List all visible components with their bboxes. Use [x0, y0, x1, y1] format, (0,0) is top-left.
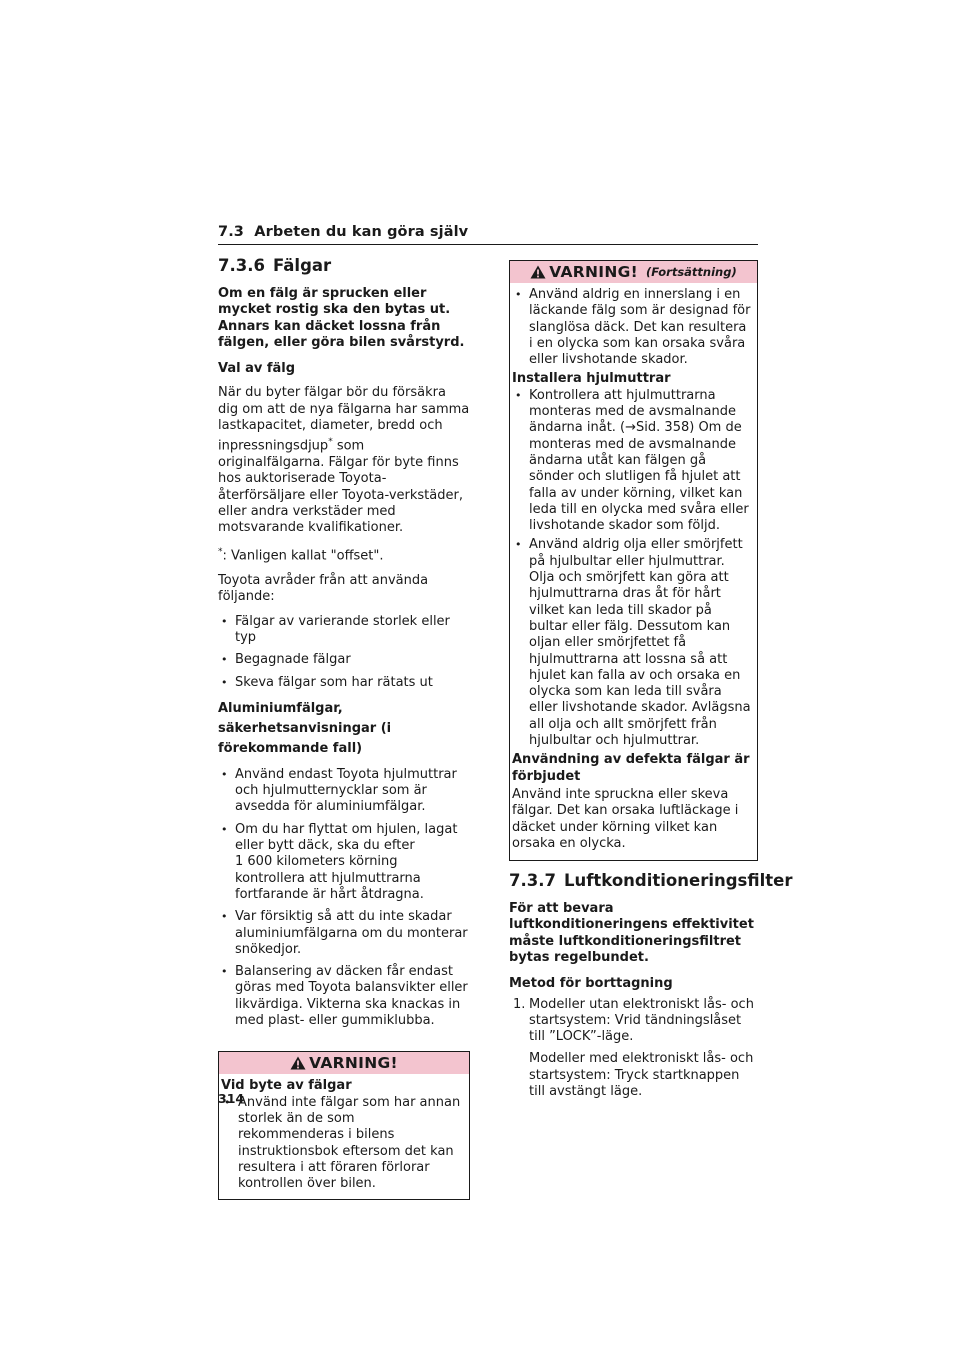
- install-list: [512, 388, 751, 750]
- page-ref-arrow: →: [625, 420, 637, 436]
- left-column: [218, 256, 470, 1200]
- defect-text: Använd inte spruckna eller skeva fälgar. Det kan orsaka luftläckage i däcket under körning vilket kan orsaka en olycka.: [512, 786, 739, 851]
- running-header: [218, 224, 758, 240]
- footnote-star: *: [218, 547, 223, 558]
- warning-continued-label: (Fortsättning): [646, 264, 737, 279]
- step-text-2: Modeller med elektroniskt lås- och startsystem: Tryck startknappen till avstängt läge.: [529, 1051, 754, 1100]
- val-heading: Val av fälg: [218, 361, 296, 377]
- section-title-falgar: [218, 256, 470, 276]
- step-text: Modeller utan elektroniskt lås- och startsystem: Vrid tändningslåset till ”LOCK”-läge.: [529, 996, 754, 1045]
- warning-body: [219, 1074, 469, 1199]
- warning-header: [219, 1052, 469, 1074]
- list-item: • Skeva fälgar som har rätats ut: [218, 675, 470, 691]
- warning-triangle-icon: [530, 265, 546, 279]
- install-heading: Installera hjulmuttrar: [512, 371, 671, 387]
- step-item: [509, 997, 758, 1101]
- section-name: Fälgar: [272, 256, 332, 275]
- install-item-1a: Kontrollera att hjulmuttrarna monteras med de avsmalnande ändarna inåt. (: [529, 387, 736, 436]
- warning-list: [221, 1095, 463, 1193]
- warning-label: VARNING!: [309, 1054, 398, 1073]
- list-item: • Använd inte fälgar som har annan storlek än de som rekommenderas i bilens instruktionsbok eftersom det kan resultera i att föraren förlorar kontrollen över bilen.: [221, 1095, 463, 1193]
- step-number: 1.: [513, 996, 526, 1012]
- warning-box: [218, 1051, 470, 1200]
- defect-heading: Användning av defekta fälgar är förbjudet: [512, 752, 750, 784]
- list-item: • Begagnade fälgar: [218, 652, 470, 668]
- list-item: • Balansering av däcken får endast göras med Toyota balansvikter eller likvärdiga. Vikterna ska knackas in med plast- eller gummiklubba.: [218, 964, 470, 1029]
- list-item: • Använd endast Toyota hjulmuttrar och hjulmutternycklar som är avsedda för aluminiumfälgar.: [218, 767, 470, 816]
- intro-text: Om en fälg är sprucken eller mycket rostig ska den bytas ut. Annars kan däcket lossna från fälgen, eller göra bilen svårstyrd.: [218, 286, 465, 350]
- method-heading: Metod för borttagning: [509, 976, 673, 992]
- list-item: • Använd aldrig olja eller smörjfett på hjulbultar eller hjulmuttrar. Olja och smörjfett kan göra att hjulmuttrarna dras åt för hårt vilket kan leda till skador på bultar eller fälg. Dessutom kan oljan eller smörjfettet få hjulmuttrarna att lossna så att hjulet kan falla av och orsaka en olycka som kan leda till svåra eller livshotande skador. Avlägsna all olja och allt smörjfett från hjulbultar och hjulmuttrar.: [512, 537, 751, 749]
- page-number: 314: [218, 1091, 245, 1106]
- avoid-list: [218, 614, 470, 691]
- warning-heading: Vid byte av fälgar: [221, 1078, 352, 1094]
- warning-box-continued: [509, 260, 758, 861]
- footnote: [218, 544, 470, 565]
- list-item: [512, 388, 751, 535]
- footnote-marker: *: [328, 437, 333, 448]
- warning-triangle-icon: [290, 1056, 306, 1070]
- warning-list: [512, 287, 751, 368]
- val-text-b: som originalfälgarna. Fälgar för byte finns hos auktoriserade Toyota-återförsäljare eller Toyota-verkstäder, eller andra verkstäder med motsvarande kvalifikationer.: [218, 438, 463, 536]
- val-text-a: När du byter fälgar bör du försäkra dig om att de nya fälgarna har samma lastkapacitet, diameter, bredd och inpressningsdjup: [218, 385, 470, 454]
- warning-header: [510, 261, 757, 283]
- right-column: [509, 260, 793, 1100]
- list-item: • Om du har flyttat om hjulen, lagat eller bytt däck, ska du efter 1 600 kilometers körning kontrollera att hjulmuttrarna fortfarande är hårt åtdragna.: [218, 822, 470, 903]
- section-title-luftkonditioneringsfilter: [509, 871, 793, 891]
- avoid-text: Toyota avråder från att använda följande:: [218, 573, 429, 605]
- section-number: 7.3.7: [509, 871, 556, 891]
- intro-text: För att bevara luftkonditioneringens effektivitet måste luftkonditioneringsfiltret bytas regelbundet.: [509, 901, 754, 965]
- method-steps: [509, 997, 758, 1101]
- footnote-text: : Vanligen kallat "offset".: [222, 548, 384, 564]
- install-item-1b: Sid. 358) Om de monteras med de avsmalnande ändarna utåt kan fälgen gå sönder och slutligen få hjulet att falla av under körning, vilket kan leda till en olycka med svåra eller livshotande skador som följd.: [529, 420, 749, 534]
- warning-label: VARNING!: [549, 262, 639, 281]
- list-item: • Var försiktig så att du inte skadar aluminiumfälgarna om du monterar snökedjor.: [218, 909, 470, 958]
- header-section-number: 7.3: [218, 224, 244, 240]
- alu-heading: Aluminiumfälgar, säkerhetsanvisningar (i förekommande fall): [218, 700, 392, 756]
- list-item: • Fälgar av varierande storlek eller typ: [218, 614, 470, 647]
- warning-body: [510, 283, 757, 860]
- val-paragraph: [218, 385, 470, 536]
- section-name: Luftkonditioneringsfilter: [563, 871, 793, 891]
- section-number: 7.3.6: [218, 256, 265, 275]
- list-item: • Använd aldrig en innerslang i en läckande fälg som är designad för slanglösa däck. Det kan resultera i en olycka som kan orsaka svåra eller livshotande skador.: [512, 287, 751, 368]
- header-section-title: Arbeten du kan göra själv: [254, 224, 469, 240]
- header-rule: [218, 244, 758, 245]
- alu-list: [218, 767, 470, 1029]
